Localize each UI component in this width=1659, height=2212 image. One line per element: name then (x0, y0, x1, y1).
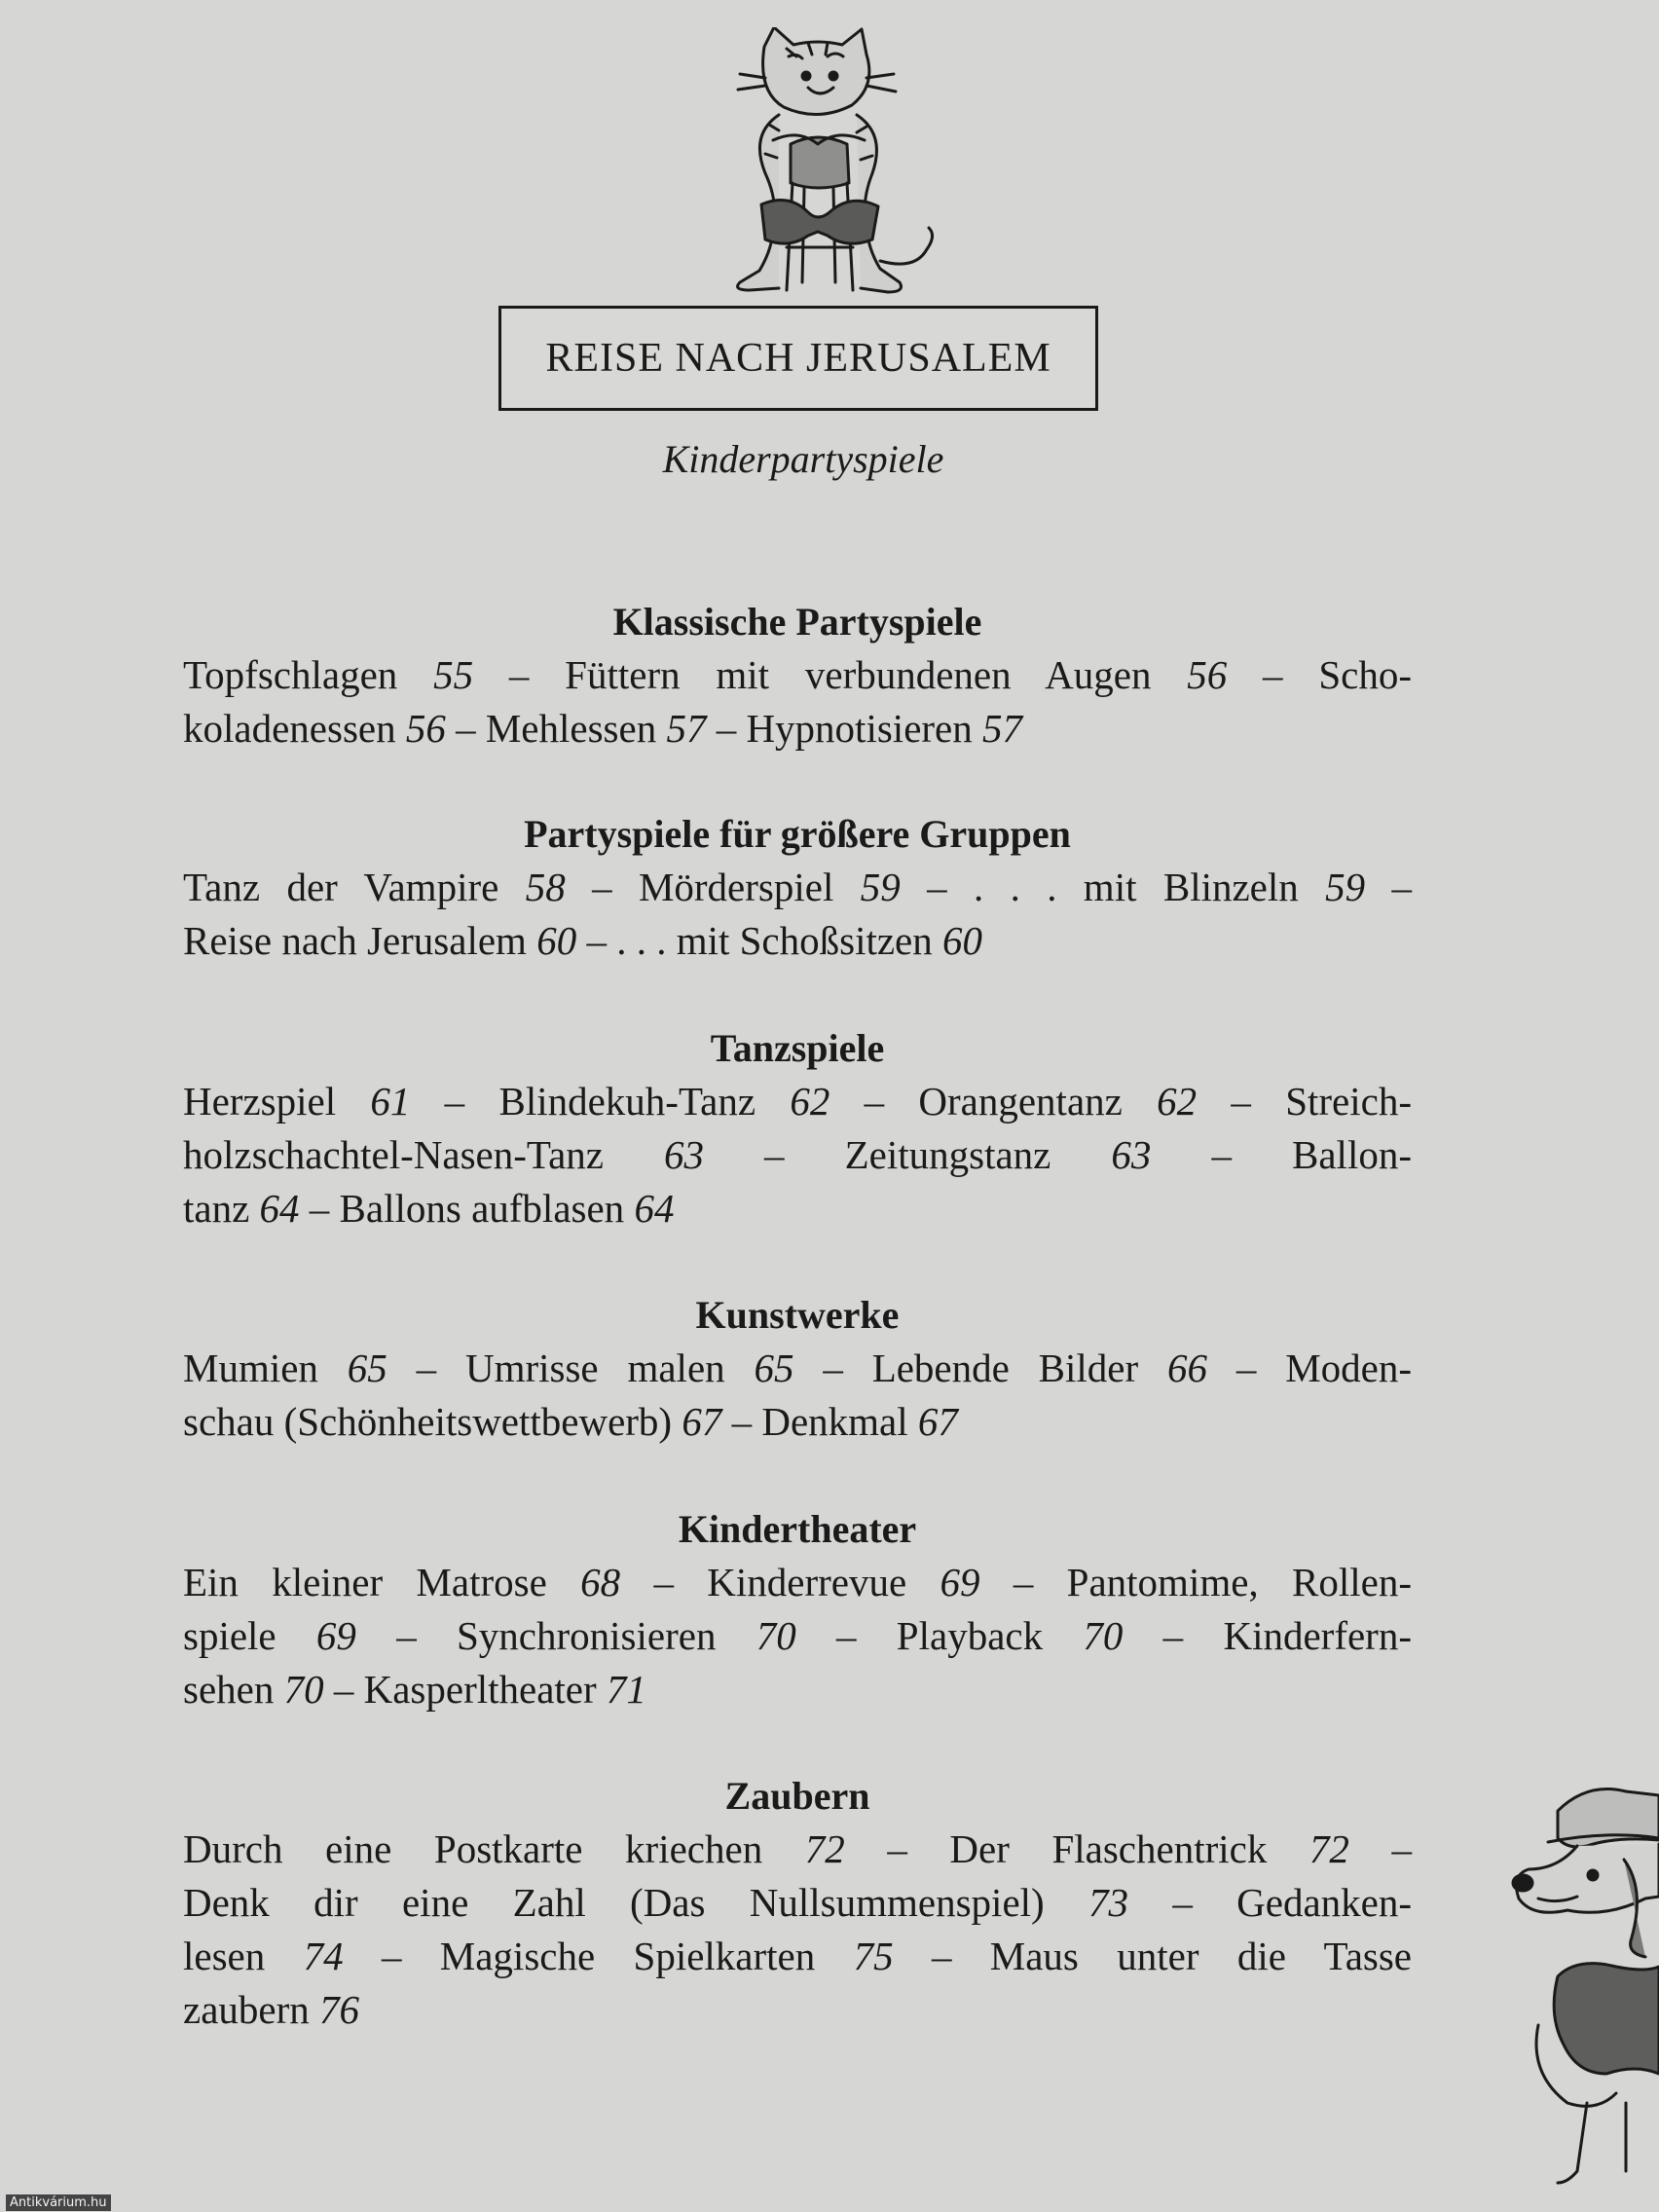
page-number: 61 (370, 1079, 411, 1124)
page-number: 56 (405, 706, 446, 751)
entry-text: Ein kleiner Matrose (183, 1560, 581, 1604)
entry-line (183, 1983, 1412, 2037)
entry-text: tanz (183, 1186, 260, 1231)
entry-line (183, 702, 1412, 756)
entry-text: schau (Schönheitswettbewerb) (183, 1399, 682, 1444)
entry-text: – Gedanken- (1128, 1880, 1413, 1925)
section-kunstwerke (183, 1289, 1412, 1449)
page-number: 60 (536, 918, 577, 963)
page-number: 74 (303, 1934, 344, 1978)
page-number: 62 (790, 1079, 830, 1124)
page-number: 59 (860, 865, 901, 909)
entry-text: – Ballons aufblasen (299, 1186, 635, 1231)
page-number: 56 (1187, 652, 1228, 697)
page-number: 69 (940, 1560, 980, 1604)
entry-text: – Lebende Bilder (793, 1346, 1167, 1390)
entry-text: Durch eine Postkarte kriechen (183, 1826, 805, 1871)
page-number: 68 (580, 1560, 621, 1604)
entry-text: – Moden- (1207, 1346, 1412, 1390)
section-zaubern (183, 1770, 1412, 2037)
entry-text: – Scho- (1227, 652, 1412, 697)
page-number: 73 (1088, 1880, 1129, 1925)
entry-text: – Kasperltheater (323, 1667, 607, 1712)
entry-text: koladenessen (183, 706, 406, 751)
section-kindertheater (183, 1503, 1412, 1716)
entry-text: – Maus unter die Tasse (893, 1934, 1412, 1978)
entry-line (183, 1663, 1412, 1716)
entry-text: – Kinderfern- (1123, 1613, 1412, 1658)
entry-line (183, 1128, 1412, 1182)
page-title: REISE NACH JERUSALEM (545, 336, 1051, 381)
section-heading: Kunstwerke (695, 1293, 900, 1337)
entry-line (183, 1075, 1412, 1128)
page-number: 57 (982, 706, 1022, 751)
entry-text: Mumien (183, 1346, 348, 1390)
entry-text: – Hypnotisieren (706, 706, 982, 751)
entry-text: Herzspiel (183, 1079, 371, 1124)
page-number: 76 (319, 1987, 359, 2032)
page-number: 72 (804, 1826, 845, 1871)
entry-text: lesen (183, 1934, 304, 1978)
entry-text: – Blindekuh-Tanz (410, 1079, 791, 1124)
entry-text: – Zeitungstanz (704, 1132, 1112, 1177)
entry-text: – Kinderrevue (620, 1560, 940, 1604)
entry-text: sehen (183, 1667, 284, 1712)
entry-line (183, 1823, 1412, 1876)
section-entries (183, 1075, 1412, 1235)
section-entries (183, 1556, 1412, 1716)
page-number: 70 (283, 1667, 324, 1712)
entry-line (183, 648, 1412, 702)
entry-text: Denk dir eine Zahl (Das Nullsummenspiel) (183, 1880, 1089, 1925)
page-number: 58 (525, 865, 566, 909)
entry-line (183, 1876, 1412, 1930)
section-heading: Klassische Partyspiele (612, 600, 982, 644)
page-number: 71 (606, 1667, 646, 1712)
page-number: 55 (433, 652, 474, 697)
entry-text: – (1348, 1826, 1412, 1871)
entry-text: – Streich- (1197, 1079, 1412, 1124)
page-number: 62 (1157, 1079, 1198, 1124)
section-entries (183, 861, 1412, 968)
section-klassische-partyspiele (183, 596, 1412, 756)
entry-text: – . . . mit Blinzeln (900, 865, 1326, 909)
entry-text: – Playback (795, 1613, 1084, 1658)
entry-text: – Magische Spielkarten (343, 1934, 854, 1978)
page-number: 64 (634, 1186, 675, 1231)
entry-line (183, 914, 1412, 968)
section-entries (183, 1823, 1412, 2037)
entry-line (183, 1342, 1412, 1395)
entry-text: spiele (183, 1613, 316, 1658)
entry-text: – Mehlessen (445, 706, 667, 751)
entry-line (183, 1395, 1412, 1449)
page-number: 67 (917, 1399, 958, 1444)
entry-text: – Orangentanz (830, 1079, 1158, 1124)
section-heading: Partyspiele für größere Gruppen (524, 812, 1071, 856)
entry-text: – Der Flaschentrick (844, 1826, 1309, 1871)
entry-text: – (1365, 865, 1413, 909)
entry-line (183, 1182, 1412, 1235)
entry-text: – Denkmal (721, 1399, 918, 1444)
page-number: 70 (1083, 1613, 1124, 1658)
page-number: 64 (259, 1186, 300, 1231)
page-number: 72 (1309, 1826, 1349, 1871)
section-partyspiele-grosse-gruppen (183, 808, 1412, 968)
watermark-text: Antikvárium.hu (6, 2194, 111, 2211)
entry-text: – Synchronisieren (355, 1613, 756, 1658)
section-entries (183, 1342, 1412, 1449)
entry-text: Tanz der Vampire (183, 865, 526, 909)
entry-line (183, 1609, 1412, 1663)
page-number: 65 (347, 1346, 387, 1390)
entry-text: – Mörderspiel (565, 865, 861, 909)
entry-text: Reise nach Jerusalem (183, 918, 537, 963)
page-number: 67 (682, 1399, 722, 1444)
page-number: 59 (1325, 865, 1366, 909)
entry-line (183, 861, 1412, 914)
section-heading: Kindertheater (678, 1507, 917, 1551)
page-number: 57 (666, 706, 707, 751)
entry-text: – Füttern mit verbundenen Augen (473, 652, 1188, 697)
page-number: 65 (754, 1346, 794, 1390)
entry-line (183, 1930, 1412, 1983)
entry-text: – Umrisse malen (387, 1346, 755, 1390)
section-tanzspiele (183, 1022, 1412, 1235)
entry-text: – Ballon- (1151, 1132, 1412, 1177)
title-box (498, 306, 1098, 411)
entry-text: Topfschlagen (183, 652, 434, 697)
page-subtitle: Kinderpartyspiele (662, 437, 944, 481)
entry-text: – . . . mit Schoßsitzen (576, 918, 942, 963)
page-number: 66 (1167, 1346, 1207, 1390)
page-number: 63 (664, 1132, 705, 1177)
entry-text: holzschachtel-Nasen-Tanz (183, 1132, 665, 1177)
section-heading: Tanzspiele (710, 1026, 885, 1070)
page-number: 63 (1111, 1132, 1152, 1177)
section-heading: Zaubern (724, 1774, 870, 1818)
dog-with-hat-illustration (1499, 1782, 1659, 2191)
cat-on-chair-illustration (672, 27, 964, 310)
entry-text: – Pantomime, Rollen- (979, 1560, 1412, 1604)
page-number: 75 (853, 1934, 894, 1978)
page-number: 60 (942, 918, 982, 963)
entry-line (183, 1556, 1412, 1609)
entry-text: zaubern (183, 1987, 319, 2032)
page-number: 70 (756, 1613, 796, 1658)
page-number: 69 (315, 1613, 356, 1658)
section-entries (183, 648, 1412, 756)
